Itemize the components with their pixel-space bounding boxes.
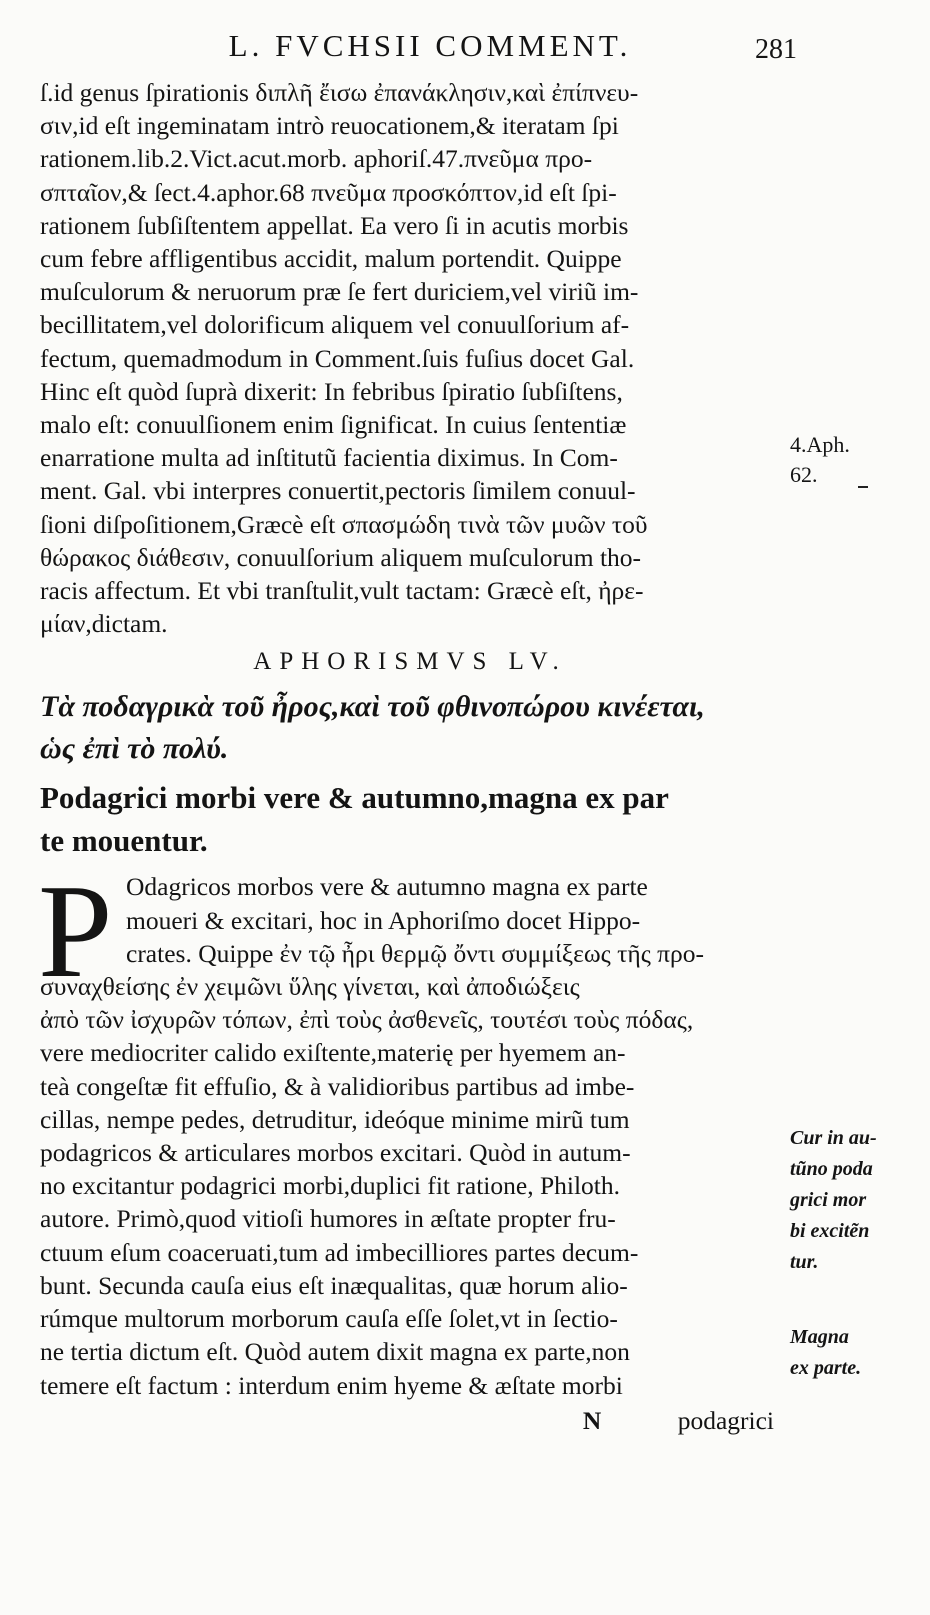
text-line: θώρακος διάθεσιν, conuulſorium aliquem muſculorum tho- [40, 542, 642, 572]
margin-note-aphorism-ref [790, 430, 850, 490]
page-footer [40, 1404, 780, 1437]
running-head: L. FVCHSII COMMENT. [228, 28, 632, 63]
text-line: rationem ſubſiſtentem appellat. Ea vero ſi in acutis morbis [40, 210, 629, 240]
text-line: enarratione multa ad inſtitutũ facientia diximus. In Com- [40, 443, 618, 473]
text-line: rúmque multorum morborum cauſa eſſe ſolet,vt in ſectio- [40, 1304, 618, 1334]
text-line: μίαν,dictam. [40, 609, 168, 639]
aphorism-greek-text [40, 686, 780, 770]
text-line: becillitatem,vel dolorificum aliquem vel conuulſorium af- [40, 310, 630, 340]
commentary-paragraph [38, 857, 780, 1401]
text-line: muſculorum & neruorum præ ſe fert duriciem,vel viriũ im- [40, 277, 639, 307]
text-line: ctuum eſum coaceruati,tum ad imbecilliores partes decum- [40, 1237, 639, 1267]
text-line: moueri & excitari, hoc in Aphoriſmo docet Hippo- [126, 905, 641, 935]
text-line: racis affectum. Et vbi tranſtulit,vult tactam: Græcè eſt, ἠρε- [40, 576, 644, 606]
text-line: temere eſt factum : interdum enim hyeme & æſtate morbi [40, 1370, 623, 1400]
margin-note-line: 62. [790, 462, 818, 487]
margin-note-line: ex parte. [790, 1357, 862, 1379]
text-line: rationem.lib.2.Vict.acut.morb. aphoriſ.47.πνεῦμα προ- [40, 144, 593, 174]
text-line: ſioni diſpoſitionem,Græcè eſt σπασμώδη τινὰ τῶν μυῶν τοῦ [40, 509, 648, 539]
text-line: cum febre affligentibus accidit, malum portendit. Quippe [40, 244, 622, 274]
greek-line: Τὰ ποδαγρικὰ τοῦ ἦρος,καὶ τοῦ φθινοπώρου κινέεται, [40, 690, 705, 724]
text-line: crates. Quippe ἐν τῷ ἦρι θερμῷ ὄντι συμμίξεως τῆς προ- [126, 938, 705, 968]
main-text-column [40, 76, 780, 1437]
aphorism-latin-text [40, 776, 780, 862]
text-line: malo eſt: conuulſionem enim ſignificat. In cuius ſententiæ [40, 410, 627, 440]
text-line: ἀπὸ τῶν ἰσχυρῶν τόπων, ἐπὶ τοὺς ἀσθενεῖς, τουτέσι τοὺς πόδας, [40, 1005, 694, 1035]
latin-line: te mouentur. [40, 823, 208, 859]
drop-cap: P [38, 857, 113, 1006]
margin-note-cur-in-autumno [790, 1123, 877, 1278]
signature-mark: N [582, 1405, 602, 1435]
catchword: podagrici [677, 1405, 774, 1435]
text-line: ne tertia dictum eſt. Quòd autem dixit magna ex parte,non [40, 1337, 630, 1367]
greek-line: ὡς ἐπὶ τὸ πολύ. [40, 732, 229, 766]
margin-note-line: tur. [790, 1251, 819, 1273]
margin-note-line: tũno poda [790, 1158, 873, 1180]
body-paragraph-top [40, 76, 780, 640]
text-line: ſ.id genus ſpirationis διπλῆ ἔισω ἐπανάκλησιν,καὶ ἐπίπνευ- [40, 78, 639, 107]
text-line: no excitantur podagrici morbi,duplici fit ratione, Philoth. [40, 1171, 621, 1201]
aphorism-heading: APHORISMVS LV. [253, 648, 567, 676]
page-number: 281 [755, 34, 797, 65]
text-line: vere mediocriter calido exiſtente,materię per hyemem an- [40, 1038, 626, 1068]
margin-note-line: 4.Aph. [790, 432, 850, 457]
margin-note-magna-ex-parte [790, 1322, 861, 1384]
margin-note-line: bi excitẽn [790, 1220, 870, 1242]
text-line: teà congeſtæ fit effuſio, & à validioribus partibus ad imbe- [40, 1071, 635, 1101]
text-line: bunt. Secunda cauſa eius eſt inæqualitas, quæ horum alio- [40, 1270, 628, 1300]
text-line: σιν,id eſt ingeminatam intrò reuocationem,& iteratam ſpi [40, 111, 619, 141]
text-line: podagricos & articulares morbos excitari. Quòd in autum- [40, 1138, 631, 1168]
text-line: Hinc eſt quòd ſuprà dixerit: In febribus ſpiratio ſubſiſtens, [40, 376, 623, 406]
margin-dash [858, 486, 868, 488]
text-line: cillas, nempe pedes, detruditur, ideóque minime mirũ tum [40, 1104, 630, 1134]
text-line: ment. Gal. vbi interpres conuertit,pectoris ſimilem conuul- [40, 476, 636, 506]
margin-note-line: Cur in au- [790, 1127, 877, 1149]
text-line: σπταῖον,& ſect.4.aphor.68 πνεῦμα προσκόπτον,id eſt ſpi- [40, 177, 617, 207]
text-line: Odagricos morbos vere & autumno magna ex parte [126, 872, 648, 902]
text-line: autore. Primò,quod vitioſi humores in æſtate propter fru- [40, 1204, 616, 1234]
text-line: συναχθείσης ἐν χειμῶνι ὕλης γίνεται, καὶ ἀποδιώξεις [40, 972, 580, 1002]
text-line: fectum, quemadmodum in Comment.ſuis fuſius docet Gal. [40, 343, 635, 373]
margin-note-line: Magna [790, 1326, 849, 1348]
margin-note-line: grici mor [790, 1189, 867, 1211]
latin-line: Podagrici morbi vere & autumno,magna ex par [40, 780, 669, 816]
